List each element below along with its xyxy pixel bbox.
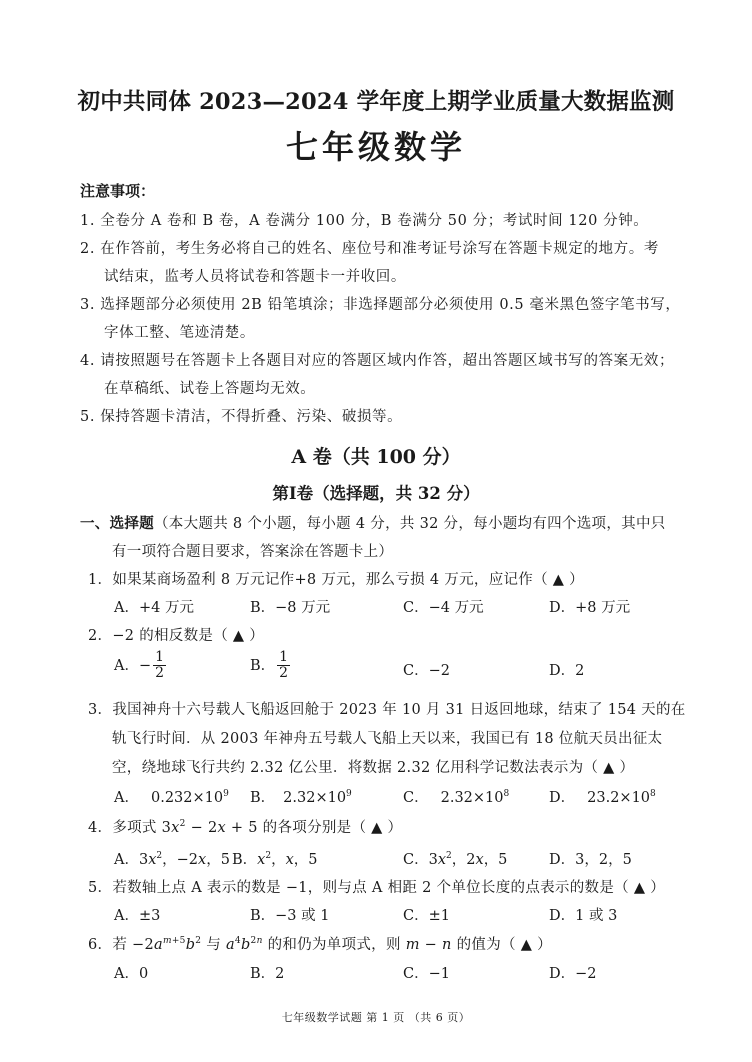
q2-a-sign: − [138,657,152,674]
q3-d-label: D． [549,790,576,806]
q3-b-exponent: 9 [346,789,352,800]
q3-option-b [250,786,352,807]
q2-option-d: D．2 [549,663,585,679]
q3-c-base: 2.32×10 [440,790,504,806]
q6-option-a: A．0 [114,966,149,982]
q4-option-b [232,848,318,869]
q6-stem-mid: 与 [201,937,226,953]
q5-option-b: B．−3 或 1 [250,908,330,924]
q4-b-label: B． [232,852,258,868]
notice-item-4-cont: 在草稿纸、试卷上答题均无效。 [104,381,316,397]
notice-item-1: 1. 全卷分 A 卷和 B 卷，A 卷满分 100 分，B 卷满分 50 分；考试时间 120 分钟。 [80,213,649,229]
q4-a-terms: $3x^2$，−2x，5 [138,851,230,868]
q6-monomial-2: $a^4b^{2n}$ [225,936,263,953]
q2-b-fraction [277,650,290,682]
q6-stem-prefix: 6．若 [88,937,133,953]
q2-b-label: B． [250,657,276,674]
q1-option-a: A．+4 万元 [114,600,194,616]
question-5-stem: 5．若数轴上点 A 表示的数是 −1，则与点 A 相距 2 个单位长度的点表示的数是（ ▲ ） [88,880,665,896]
q3-c-exponent: 8 [503,789,510,800]
q3-b-base: 2.32×10 [283,790,347,806]
q2-a-label: A． [114,657,139,674]
q5-option-d: D．1 或 3 [549,908,618,924]
notice-item-2-cont: 试结束，监考人员将试卷和答题卡一并收回。 [104,269,406,285]
subject-title: 七年级数学 [285,128,466,166]
q5-option-a: A．±3 [114,908,161,924]
section-a-title: A 卷（共 100 分） [291,446,461,468]
notice-item-5: 5. 保持答题卡清洁，不得折叠、污染、破损等。 [80,409,403,425]
q4-option-c [403,848,507,869]
question-1-stem: 1．如果某商场盈利 8 万元记作+8 万元，那么亏损 4 万元，应记作（ ▲ ） [88,572,584,588]
q4-option-a [114,848,230,869]
q2-b-numerator: 1 [279,649,289,665]
q6-stem-suffix: 的和仍为单项式，则 [262,937,406,953]
q6-expression: m − n [405,937,452,953]
q6-monomial-1: $-2a^{m+5}b^2$ [132,936,202,953]
q6-option-c: C．−1 [403,966,450,982]
q4-option-d: D．3，2，5 [549,852,632,868]
q4-stem-prefix: 4．多项式 [88,820,162,836]
q1-option-c: C．−4 万元 [403,600,484,616]
q2-a-denominator: 2 [155,665,165,682]
q2-option-b [250,650,290,682]
q1-option-d: D．+8 万元 [549,600,631,616]
q5-option-c: C．±1 [403,908,450,924]
part-1-label: 一、选择题 [80,515,154,532]
notice-item-3: 3. 选择题部分必须使用 2B 铅笔填涂；非选择题部分必须使用 0.5 毫米黑色签字笔书写， [80,297,681,313]
q3-c-label: C． [403,790,429,806]
q6-option-d: D．−2 [549,966,597,982]
question-4-stem [88,816,402,837]
question-3-line-1: 3．我国神舟十六号载人飞船返回舱于 2023 年 10 月 31 日返回地球，结束了 154 天的在 [88,702,686,718]
notice-item-4: 4. 请按照题号在答题卡上各题目对应的答题区域内作答，超出答题区域书写的答案无效； [80,353,675,369]
page-footer: 七年级数学试题 第 1 页 （共 6 页） [281,1011,471,1024]
q2-a-fraction [153,650,166,682]
part-1-desc: （本大题共 8 个小题，每小题 4 分，共 32 分，每小题均有四个选项，其中只 [154,516,666,532]
exam-title: 初中共同体 2023—2024 学年度上期学业质量大数据监测 [77,89,675,115]
q3-option-c [403,786,509,807]
q1-option-b: B．−8 万元 [250,600,331,616]
q3-d-base: 23.2×10 [587,790,651,806]
q2-option-a [114,650,166,682]
q3-option-d [549,786,656,807]
notice-heading: 注意事项： [80,182,156,200]
q3-option-a [114,786,229,807]
q2-a-numerator: 1 [155,649,165,665]
question-3-line-2: 轨飞行时间．从 2003 年神舟五号载人飞船上天以来，我国已有 18 位航天员出征太 [112,731,663,747]
part-1-heading [80,512,666,533]
q4-b-terms: $x^2$，x，5 [257,851,318,868]
q3-d-exponent: 8 [650,789,656,800]
notice-item-2: 2. 在作答前，考生务必将自己的姓名、座位号和准考证号涂写在答题卡规定的地方。考 [80,241,659,257]
q2-option-c: C．−2 [403,663,450,679]
section-1-title: 第Ⅰ卷（选择题，共 32 分） [272,484,480,503]
question-6-stem [88,933,552,954]
q4-c-terms: $3x^2$，2x，5 [428,851,508,868]
q4-a-label: A． [114,852,139,868]
q3-a-label: A． [114,790,139,806]
q3-b-label: B． [250,790,276,806]
part-1-desc-cont: 有一项符合题目要求，答案涂在答题卡上） [112,544,394,560]
q4-c-label: C． [403,852,429,868]
q3-a-base: 0.232×10 [150,790,224,806]
q6-stem-end: 的值为（ ▲ ） [451,937,552,953]
notice-item-3-cont: 字体工整、笔迹清楚。 [104,325,255,341]
q3-a-exponent: 9 [223,789,229,800]
q6-option-b: B．2 [250,966,285,982]
q4-stem-suffix: 的各项分别是（ ▲ ） [257,820,403,836]
q4-polynomial: $3x^2 - 2x + 5$ [161,819,258,836]
question-2-stem: 2．−2 的相反数是（ ▲ ） [88,628,265,644]
question-3-line-3: 空，绕地球飞行共约 2.32 亿公里．将数据 2.32 亿用科学记数法表示为（ ▲ ） [112,760,635,776]
q2-b-denominator: 2 [279,665,289,682]
